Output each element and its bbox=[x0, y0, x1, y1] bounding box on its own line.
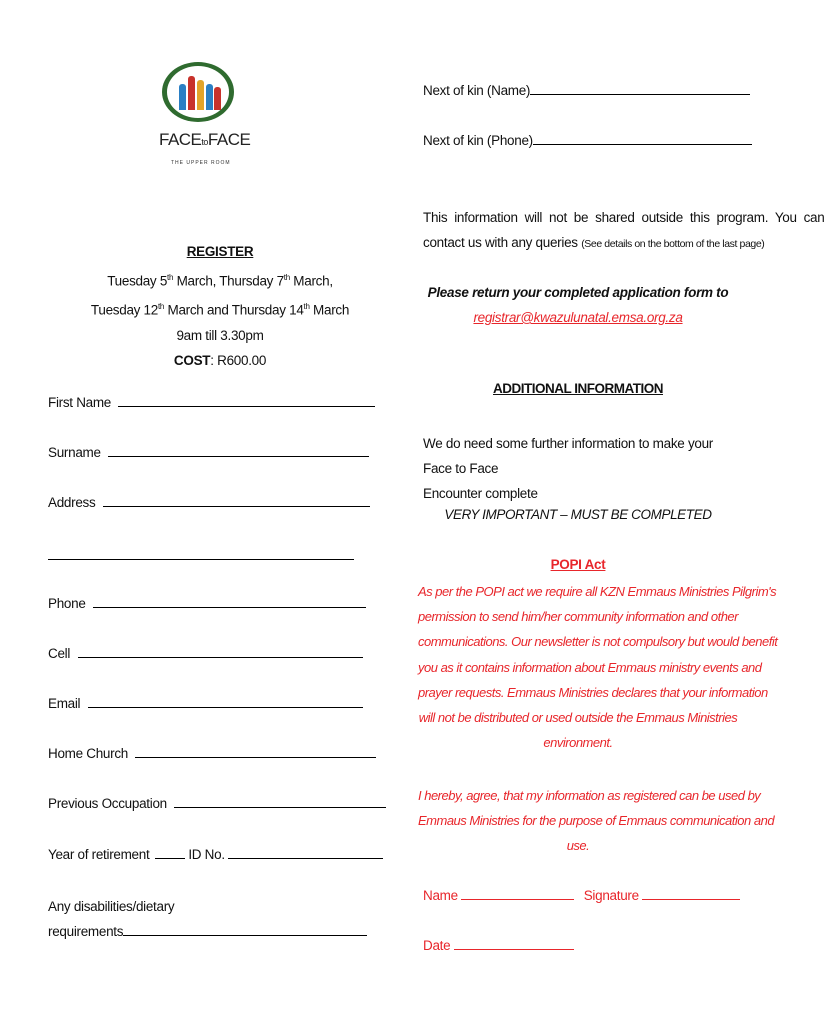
first-name-line[interactable] bbox=[118, 392, 375, 407]
registrar-email-link[interactable]: registrar@kwazulunatal.emsa.org.za bbox=[473, 310, 683, 325]
date-line[interactable] bbox=[454, 935, 574, 950]
cell-label: Cell bbox=[48, 646, 71, 661]
privacy-line2: contact us with any queries bbox=[423, 235, 582, 250]
register-time: 9am till 3.30pm bbox=[176, 327, 264, 343]
privacy-notice bbox=[423, 205, 824, 257]
further-info-text bbox=[423, 431, 735, 506]
logo-figure-red2 bbox=[214, 87, 221, 110]
surname-field[interactable] bbox=[48, 442, 369, 460]
signature-label: Signature bbox=[583, 888, 639, 903]
next-of-kin-name-field[interactable] bbox=[423, 80, 750, 98]
popi-line-4: you as it contains information about Emmaus ministry events and bbox=[418, 659, 762, 675]
agree-line-3: use. bbox=[566, 838, 590, 854]
surname-label: Surname bbox=[48, 445, 101, 460]
next-of-kin-phone-label: Next of kin (Phone) bbox=[423, 133, 533, 148]
first-name-label: First Name bbox=[48, 395, 112, 410]
previous-occupation-line[interactable] bbox=[174, 793, 386, 808]
popi-heading: POPI Act bbox=[550, 557, 606, 572]
disabilities-label-line2: requirements bbox=[48, 924, 124, 939]
popi-line-2: permission to send him/her community information and other bbox=[418, 609, 738, 625]
popi-line-1: As per the POPI act we require all KZN Emmaus Ministries Pilgrim's bbox=[418, 584, 777, 599]
popi-line-6: will not be distributed or used outside the Emmaus Ministries bbox=[418, 710, 738, 726]
disabilities-field[interactable] bbox=[48, 894, 367, 944]
consent-text bbox=[418, 783, 775, 859]
logo-tagline: THE UPPER ROOM bbox=[171, 160, 231, 166]
phone-label: Phone bbox=[48, 596, 86, 611]
privacy-line1: This information will not be shared outside this program. You can bbox=[423, 210, 824, 225]
next-of-kin-phone-line[interactable] bbox=[533, 130, 752, 145]
phone-line[interactable] bbox=[93, 593, 366, 608]
logo-figure-blue bbox=[179, 84, 186, 110]
privacy-details-note: (See details on the bottom of the last page) bbox=[581, 238, 765, 250]
address-label: Address bbox=[48, 495, 96, 510]
retirement-id-field[interactable] bbox=[48, 844, 383, 862]
disabilities-line[interactable] bbox=[123, 921, 367, 936]
email-field[interactable] bbox=[48, 693, 363, 711]
address-field[interactable] bbox=[48, 492, 370, 510]
popi-line-7: environment. bbox=[543, 735, 613, 751]
logo-figure-gold bbox=[197, 80, 204, 110]
register-dates-line1: Tuesday 5th March, Thursday 7th March, bbox=[107, 272, 333, 288]
popi-line-3: communications. Our newsletter is not compulsory but would benefit bbox=[418, 634, 778, 650]
cell-field[interactable] bbox=[48, 643, 363, 661]
home-church-line[interactable] bbox=[135, 743, 376, 758]
date-label: Date bbox=[423, 938, 451, 953]
agree-line-1: I hereby, agree, that my information as registered can be used by bbox=[418, 788, 761, 803]
next-of-kin-phone-field[interactable] bbox=[423, 130, 752, 148]
email-label: Email bbox=[48, 696, 81, 711]
disabilities-label-line1: Any disabilities/dietary bbox=[48, 899, 175, 914]
previous-occupation-field[interactable] bbox=[48, 793, 386, 811]
consent-name-label: Name bbox=[423, 888, 458, 903]
return-instructions bbox=[423, 280, 733, 330]
name-signature-field[interactable] bbox=[423, 885, 740, 903]
date-field[interactable] bbox=[423, 935, 574, 953]
id-no-line[interactable] bbox=[228, 844, 383, 859]
phone-field[interactable] bbox=[48, 593, 366, 611]
signature-line[interactable] bbox=[642, 885, 740, 900]
address-line-2[interactable] bbox=[48, 545, 354, 560]
popi-line-5: prayer requests. Emmaus Ministries declares that your information bbox=[418, 684, 768, 700]
year-of-retirement-label: Year of retirement bbox=[48, 847, 150, 862]
email-line[interactable] bbox=[88, 693, 363, 708]
register-dates-line2: Tuesday 12th March and Thursday 14th March bbox=[90, 301, 350, 317]
first-name-field[interactable] bbox=[48, 392, 375, 410]
home-church-label: Home Church bbox=[48, 746, 128, 761]
logo-figure-red bbox=[188, 76, 195, 110]
return-line: Please return your completed application form to bbox=[427, 285, 729, 300]
next-of-kin-name-label: Next of kin (Name) bbox=[423, 83, 531, 98]
address-line-1[interactable] bbox=[103, 492, 370, 507]
year-of-retirement-line[interactable] bbox=[155, 844, 185, 859]
register-heading: REGISTER bbox=[186, 244, 254, 259]
id-no-label: ID No. bbox=[188, 847, 225, 862]
logo-figure-blue2 bbox=[206, 84, 213, 110]
very-important-note: VERY IMPORTANT – MUST BE COMPLETED bbox=[444, 507, 712, 522]
register-cost: COST: R600.00 bbox=[173, 353, 267, 368]
agree-line-2: Emmaus Ministries for the purpose of Emmaus communication and bbox=[418, 813, 775, 829]
further-line1: We do need some further information to make your Face to Face bbox=[423, 436, 714, 476]
previous-occupation-label: Previous Occupation bbox=[48, 796, 167, 811]
consent-name-line[interactable] bbox=[461, 885, 574, 900]
next-of-kin-name-line[interactable] bbox=[530, 80, 750, 95]
additional-information-heading: ADDITIONAL INFORMATION bbox=[493, 381, 663, 396]
register-block bbox=[70, 239, 370, 374]
home-church-field[interactable] bbox=[48, 743, 376, 761]
surname-line[interactable] bbox=[108, 442, 369, 457]
popi-text bbox=[418, 579, 778, 755]
cell-line[interactable] bbox=[78, 643, 363, 658]
logo-wordmark: FACEtoFACE bbox=[159, 130, 251, 149]
further-line2: Encounter complete bbox=[423, 486, 538, 501]
face-to-face-logo bbox=[157, 62, 251, 174]
